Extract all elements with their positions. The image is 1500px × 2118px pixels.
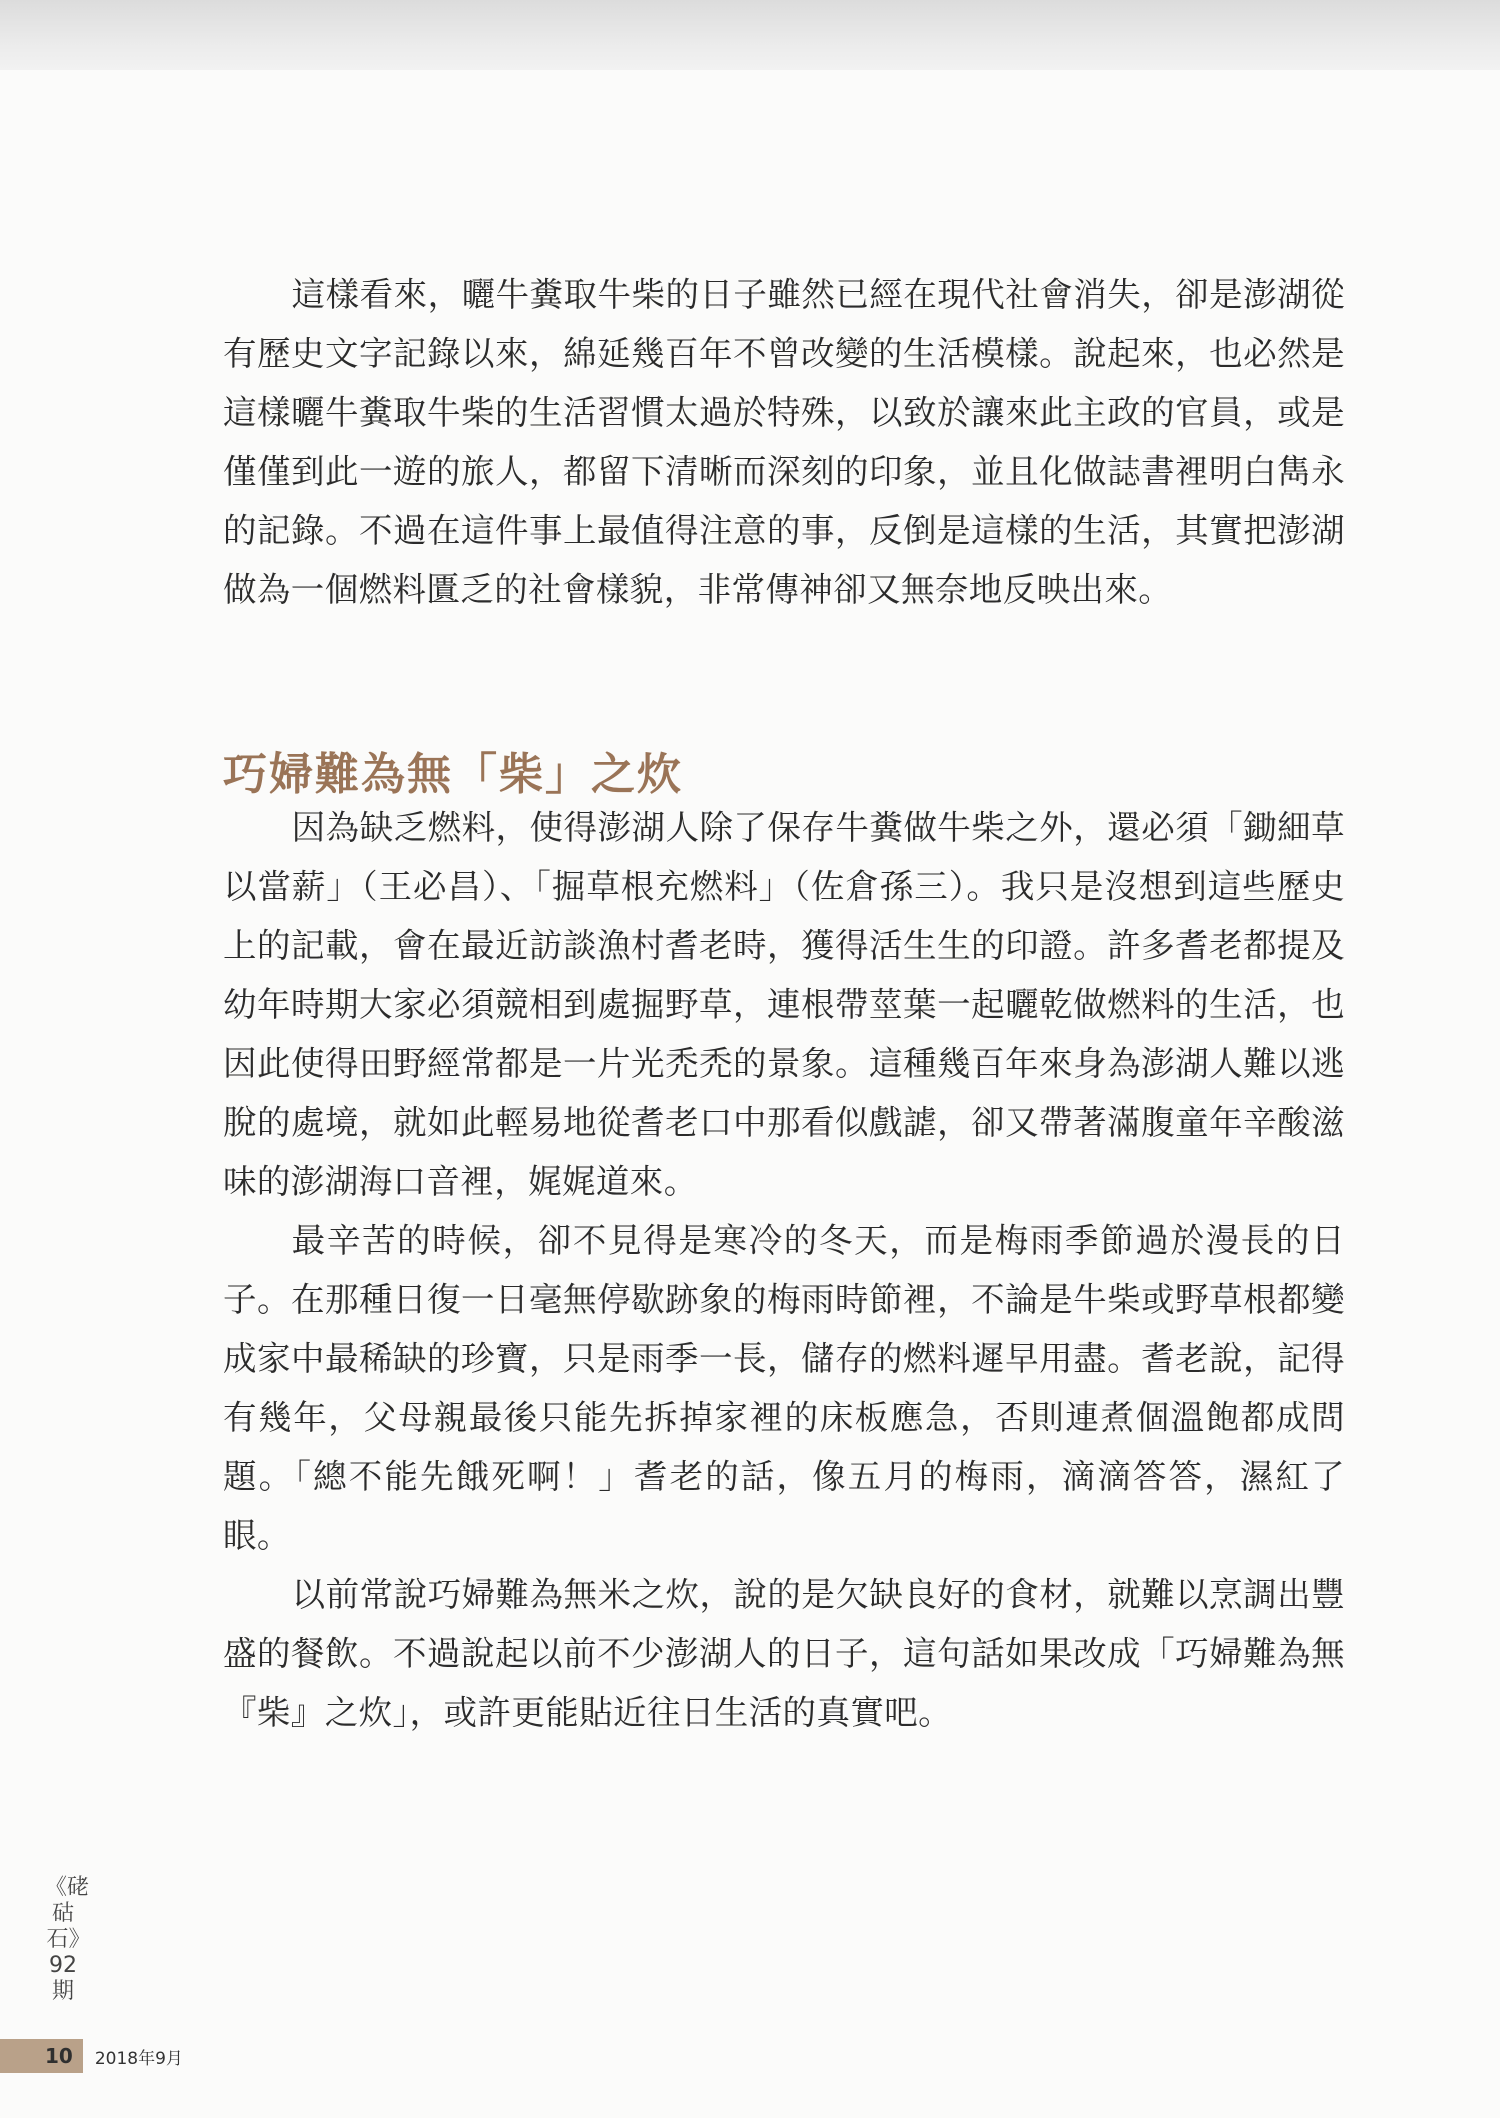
- paragraph: 因為缺乏燃料，使得澎湖人除了保存牛糞做牛柴之外，還必須「鋤細草以當薪」（王必昌）、「掘草根充燃料」（佐倉孫三）。我只是沒想到這些歷史上的記載，會在最近訪談漁村耆老時，獲得活生生的印證。許多耆老都提及幼年時期大家必須競相到處掘野草，連根帶莖葉一起曬乾做燃料的生活，也因此使得田野經常都是一片光禿禿的景象。這種幾百年來身為澎湖人難以逃脫的處境，就如此輕易地從耆老口中那看似戲謔，卻又帶著滿腹童年辛酸滋味的澎湖海口音裡，娓娓道來。: [223, 808, 1345, 1201]
- intro-text: [223, 265, 1345, 619]
- scan-top-edge: [0, 0, 1500, 78]
- page-footer: [0, 2038, 183, 2074]
- issue-date: 2018年9月: [94, 2048, 183, 2069]
- section-text: [223, 798, 1345, 1742]
- section-heading: 巧婦難為無「柴」之炊: [223, 749, 683, 800]
- paragraph: 以前常說巧婦難為無米之炊，說的是欠缺良好的食材，就難以烹調出豐盛的餐飲。不過說起以前不少澎湖人的日子，這句話如果改成「巧婦難為無『柴』之炊」，或許更能貼近往日生活的真實吧。: [223, 1575, 1345, 1732]
- publication-vertical-title: 《硓𥑮石》92期: [45, 1875, 90, 2004]
- paragraph: 最辛苦的時候，卻不見得是寒冷的冬天，而是梅雨季節過於漫長的日子。在那種日復一日毫無停歇跡象的梅雨時節裡，不論是牛柴或野草根都變成家中最稀缺的珍寶，只是雨季一長，儲存的燃料遲早用盡。耆老說，記得有幾年，父母親最後只能先拆掉家裡的床板應急，否則連煮個溫飽都成問題。「總不能先餓死啊！」耆老的話，像五月的梅雨，滴滴答答，濕紅了眼。: [223, 1221, 1345, 1555]
- paragraph: 這樣看來，曬牛糞取牛柴的日子雖然已經在現代社會消失，卻是澎湖從有歷史文字記錄以來，綿延幾百年不曾改變的生活模樣。說起來，也必然是這樣曬牛糞取牛柴的生活習慣太過於特殊，以致於讓來此主政的官員，或是僅僅到此一遊的旅人，都留下清晰而深刻的印象，並且化做誌書裡明白雋永的記錄。不過在這件事上最值得注意的事，反倒是這樣的生活，其實把澎湖做為一個燃料匱乏的社會樣貌，非常傳神卻又無奈地反映出來。: [223, 275, 1345, 609]
- page-number: 10: [0, 2039, 83, 2073]
